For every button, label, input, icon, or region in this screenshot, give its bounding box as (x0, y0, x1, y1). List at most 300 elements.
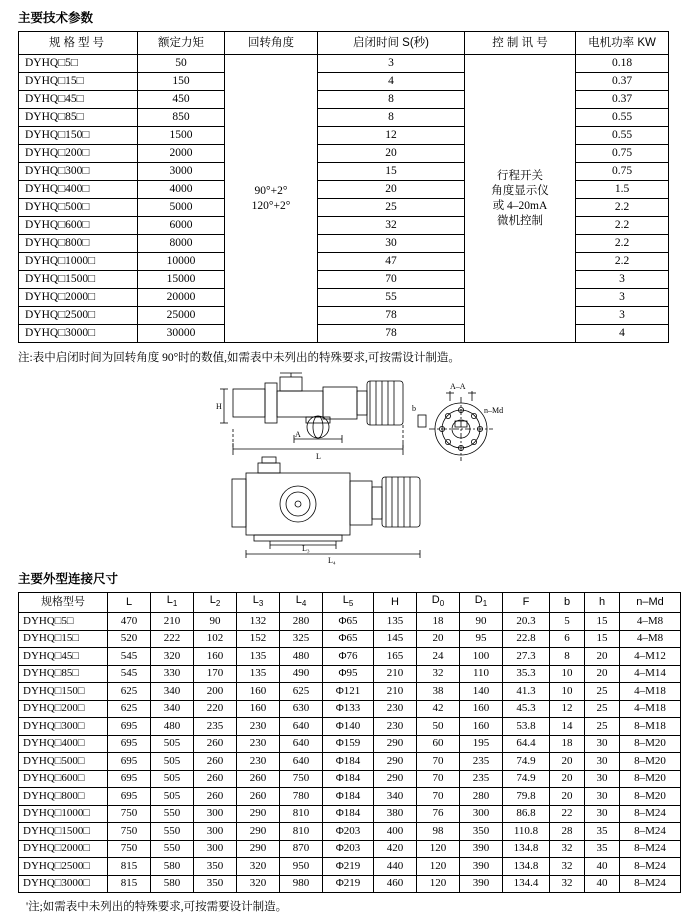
cell-L: 625 (108, 700, 151, 718)
cell-L4: 325 (280, 630, 323, 648)
cell-L4: 980 (280, 875, 323, 893)
signal-line-3: 或 4–20mA (492, 199, 548, 212)
cell-n-Md: 8–M18 (620, 718, 681, 736)
cell-n-Md: 4–M12 (620, 648, 681, 666)
cell-L: 545 (108, 648, 151, 666)
cell-model: DYHQ□5□ (19, 613, 108, 631)
cell-time: 30 (318, 235, 465, 253)
cell-b: 10 (550, 665, 585, 683)
label-L3: L₃ (302, 544, 310, 553)
cell-L: 470 (108, 613, 151, 631)
cell-n-Md: 8–M20 (620, 770, 681, 788)
cell-F: 134.8 (503, 858, 550, 876)
cell-L3: 290 (237, 823, 280, 841)
cell-n-Md: 4–M18 (620, 683, 681, 701)
cell-power: 0.75 (576, 145, 669, 163)
cell-b: 8 (550, 648, 585, 666)
cell-L2: 300 (194, 840, 237, 858)
cell-L5: Φ184 (323, 788, 374, 806)
cell-model: DYHQ□800□ (19, 235, 138, 253)
cell-L: 750 (108, 805, 151, 823)
cell-F: 74.9 (503, 770, 550, 788)
cell-L1: 550 (151, 805, 194, 823)
cell-time: 4 (318, 73, 465, 91)
cell-power: 2.2 (576, 217, 669, 235)
cell-L1: 222 (151, 630, 194, 648)
cell-n-Md: 8–M20 (620, 753, 681, 771)
header-h: h (585, 593, 620, 613)
cell-torque: 8000 (138, 235, 225, 253)
cell-L5: Φ219 (323, 875, 374, 893)
cell-L1: 480 (151, 718, 194, 736)
cell-time: 3 (318, 55, 465, 73)
cell-H: 210 (374, 665, 417, 683)
table-row (19, 630, 681, 648)
cell-time: 70 (318, 271, 465, 289)
cell-b: 12 (550, 700, 585, 718)
cell-L3: 320 (237, 858, 280, 876)
cell-L2: 90 (194, 613, 237, 631)
cell-L1: 550 (151, 840, 194, 858)
cell-time: 20 (318, 181, 465, 199)
cell-H: 380 (374, 805, 417, 823)
cell-D1: 390 (460, 840, 503, 858)
cell-b: 20 (550, 753, 585, 771)
table-row (19, 753, 681, 771)
cell-L1: 210 (151, 613, 194, 631)
cell-torque: 25000 (138, 307, 225, 325)
cell-torque: 50 (138, 55, 225, 73)
cell-H: 210 (374, 683, 417, 701)
cell-D1: 350 (460, 823, 503, 841)
cell-L1: 580 (151, 858, 194, 876)
cell-model: DYHQ□2000□ (19, 840, 108, 858)
cell-H: 230 (374, 700, 417, 718)
cell-h: 40 (585, 875, 620, 893)
cell-model: DYHQ□45□ (19, 648, 108, 666)
cell-h: 30 (585, 770, 620, 788)
cell-D1: 160 (460, 700, 503, 718)
cell-L: 695 (108, 770, 151, 788)
cell-L3: 230 (237, 718, 280, 736)
cell-L2: 160 (194, 648, 237, 666)
cell-L: 695 (108, 788, 151, 806)
cell-D0: 18 (417, 613, 460, 631)
table-row (19, 55, 669, 73)
cell-model: DYHQ□150□ (19, 127, 138, 145)
cell-L3: 260 (237, 788, 280, 806)
table-row (19, 683, 681, 701)
cell-n-Md: 8–M20 (620, 735, 681, 753)
cell-model: DYHQ□400□ (19, 735, 108, 753)
cell-F: 134.4 (503, 875, 550, 893)
table-row (19, 788, 681, 806)
cell-F: 110.8 (503, 823, 550, 841)
note-dimensions: '注;如需表中未列出的特殊要求,可按需要设计制造。 (26, 901, 288, 913)
cell-model: DYHQ□1500□ (19, 271, 138, 289)
cell-F: 53.8 (503, 718, 550, 736)
table-row (19, 700, 681, 718)
cell-h: 35 (585, 840, 620, 858)
cell-power: 0.75 (576, 163, 669, 181)
cell-model: DYHQ□2500□ (19, 307, 138, 325)
cell-D1: 110 (460, 665, 503, 683)
cell-L3: 132 (237, 613, 280, 631)
cell-h: 35 (585, 823, 620, 841)
cell-h: 30 (585, 753, 620, 771)
cell-D0: 120 (417, 875, 460, 893)
table-row (19, 735, 681, 753)
cell-model: DYHQ□500□ (19, 753, 108, 771)
cell-torque: 1500 (138, 127, 225, 145)
header-n-Md: n–Md (620, 593, 681, 613)
cell-L4: 640 (280, 718, 323, 736)
cell-F: 64.4 (503, 735, 550, 753)
cell-L4: 280 (280, 613, 323, 631)
header-L4: $L_4$ (280, 593, 323, 613)
cell-model: DYHQ□2500□ (19, 858, 108, 876)
cell-power: 2.2 (576, 235, 669, 253)
cell-L5: Φ76 (323, 648, 374, 666)
cell-L5: Φ121 (323, 683, 374, 701)
cell-L4: 810 (280, 823, 323, 841)
cell-F: 22.8 (503, 630, 550, 648)
cell-F: 79.8 (503, 788, 550, 806)
table-row (19, 613, 681, 631)
cell-L4: 810 (280, 805, 323, 823)
dimensions-table-body (19, 613, 681, 893)
signal-line-1: 行程开关 (497, 169, 543, 182)
cell-model: DYHQ□300□ (19, 718, 108, 736)
cell-L: 695 (108, 735, 151, 753)
label-AA: A–A (450, 382, 466, 391)
cell-H: 440 (374, 858, 417, 876)
cell-F: 35.3 (503, 665, 550, 683)
cell-L5: Φ65 (323, 613, 374, 631)
label-n-Md: n–Md (484, 406, 504, 415)
cell-F: 134.8 (503, 840, 550, 858)
cell-model: DYHQ□45□ (19, 91, 138, 109)
header-L5: $L_5$ (323, 593, 374, 613)
label-L: L (316, 452, 321, 461)
table-row (19, 770, 681, 788)
product-drawing (18, 369, 662, 565)
cell-b: 14 (550, 718, 585, 736)
technical-parameters-table (18, 31, 669, 343)
cell-time: 78 (318, 325, 465, 343)
cell-b: 18 (550, 735, 585, 753)
table-row (19, 840, 681, 858)
label-b: b (412, 404, 416, 413)
cell-torque: 450 (138, 91, 225, 109)
header-model: 规格型号 (19, 593, 108, 613)
cell-L4: 625 (280, 683, 323, 701)
cell-power: 3 (576, 271, 669, 289)
cell-L5: Φ65 (323, 630, 374, 648)
cell-b: 32 (550, 875, 585, 893)
cell-L3: 160 (237, 700, 280, 718)
cell-L: 815 (108, 858, 151, 876)
cell-L1: 580 (151, 875, 194, 893)
cell-L4: 870 (280, 840, 323, 858)
cell-model: DYHQ□1500□ (19, 823, 108, 841)
cell-model: DYHQ□3000□ (19, 875, 108, 893)
cell-D1: 235 (460, 753, 503, 771)
cell-L2: 200 (194, 683, 237, 701)
note-technical-params: 注:表中启闭时间为回转角度 90°时的数值,如需表中未列出的特殊要求,可按需设计制造。 (18, 352, 460, 364)
table-header-row (19, 593, 681, 613)
cell-torque: 20000 (138, 289, 225, 307)
cell-F: 86.8 (503, 805, 550, 823)
table-header-row (19, 32, 669, 55)
cell-model: DYHQ□600□ (19, 217, 138, 235)
cell-power: 2.2 (576, 199, 669, 217)
cell-time: 47 (318, 253, 465, 271)
cell-h: 25 (585, 718, 620, 736)
cell-torque: 15000 (138, 271, 225, 289)
cell-L1: 550 (151, 823, 194, 841)
cell-h: 15 (585, 613, 620, 631)
cell-b: 10 (550, 683, 585, 701)
cell-D0: 60 (417, 735, 460, 753)
cell-L1: 340 (151, 683, 194, 701)
cell-L1: 505 (151, 788, 194, 806)
cell-H: 340 (374, 788, 417, 806)
cell-L5: Φ203 (323, 840, 374, 858)
cell-power: 0.37 (576, 91, 669, 109)
header-motor-power: 电机功率 KW (576, 32, 669, 55)
label-L4: L₄ (328, 556, 336, 565)
cell-h: 30 (585, 735, 620, 753)
label-A: A (295, 430, 301, 439)
cell-model: DYHQ□1000□ (19, 253, 138, 271)
cell-time: 12 (318, 127, 465, 145)
cell-model: DYHQ□300□ (19, 163, 138, 181)
cell-torque: 5000 (138, 199, 225, 217)
header-L2: $L_2$ (194, 593, 237, 613)
cell-L: 520 (108, 630, 151, 648)
cell-L5: Φ95 (323, 665, 374, 683)
cell-D1: 235 (460, 770, 503, 788)
cell-H: 290 (374, 735, 417, 753)
cell-L5: Φ159 (323, 735, 374, 753)
cell-h: 25 (585, 683, 620, 701)
cell-L3: 152 (237, 630, 280, 648)
table-row (19, 648, 681, 666)
cell-model: DYHQ□800□ (19, 788, 108, 806)
cell-model: DYHQ□15□ (19, 73, 138, 91)
cell-L4: 640 (280, 735, 323, 753)
cell-b: 6 (550, 630, 585, 648)
cell-L2: 260 (194, 735, 237, 753)
cell-rotation-angle (225, 55, 318, 343)
cell-torque: 850 (138, 109, 225, 127)
cell-model: DYHQ□1000□ (19, 805, 108, 823)
cell-time: 8 (318, 91, 465, 109)
cell-power: 2.2 (576, 253, 669, 271)
cell-L4: 490 (280, 665, 323, 683)
cell-n-Md: 4–M8 (620, 630, 681, 648)
cell-b: 20 (550, 770, 585, 788)
cell-model: DYHQ□3000□ (19, 325, 138, 343)
table-row (19, 665, 681, 683)
cell-power: 1.5 (576, 181, 669, 199)
signal-line-2: 角度显示仪 (491, 184, 549, 197)
dimensions-table (18, 592, 681, 893)
cell-H: 420 (374, 840, 417, 858)
cell-h: 15 (585, 630, 620, 648)
label-H: H (216, 402, 222, 411)
cell-time: 78 (318, 307, 465, 325)
header-H: H (374, 593, 417, 613)
cell-b: 32 (550, 858, 585, 876)
cell-L4: 780 (280, 788, 323, 806)
cell-L4: 630 (280, 700, 323, 718)
cell-L1: 505 (151, 753, 194, 771)
cell-L: 750 (108, 840, 151, 858)
cell-L4: 640 (280, 753, 323, 771)
header-rotation-angle: 回转角度 (225, 32, 318, 55)
cell-L1: 505 (151, 770, 194, 788)
cell-H: 290 (374, 753, 417, 771)
cell-b: 20 (550, 788, 585, 806)
cell-power: 4 (576, 325, 669, 343)
cell-L3: 160 (237, 683, 280, 701)
header-b: b (550, 593, 585, 613)
cell-D1: 300 (460, 805, 503, 823)
cell-power: 0.55 (576, 127, 669, 145)
cell-L2: 235 (194, 718, 237, 736)
cell-L2: 260 (194, 770, 237, 788)
cell-D0: 20 (417, 630, 460, 648)
cell-H: 230 (374, 718, 417, 736)
cell-model: DYHQ□85□ (19, 665, 108, 683)
cell-model: DYHQ□200□ (19, 700, 108, 718)
cell-D0: 32 (417, 665, 460, 683)
cell-n-Md: 4–M18 (620, 700, 681, 718)
cell-H: 135 (374, 613, 417, 631)
cell-F: 45.3 (503, 700, 550, 718)
cell-h: 30 (585, 788, 620, 806)
cell-h: 20 (585, 665, 620, 683)
cell-power: 3 (576, 307, 669, 325)
header-L: L (108, 593, 151, 613)
header-D0: $D_0$ (417, 593, 460, 613)
cell-time: 32 (318, 217, 465, 235)
cell-n-Md: 8–M24 (620, 875, 681, 893)
cell-L: 750 (108, 823, 151, 841)
section-title-tech-params: 主要技术参数 (18, 11, 94, 25)
cell-b: 32 (550, 840, 585, 858)
header-model: 规格型号 (19, 32, 138, 55)
cell-L2: 350 (194, 858, 237, 876)
table-row (19, 858, 681, 876)
cell-H: 165 (374, 648, 417, 666)
cell-F: 27.3 (503, 648, 550, 666)
cell-model: DYHQ□2000□ (19, 289, 138, 307)
signal-line-4: 微机控制 (497, 214, 543, 227)
table-row (19, 823, 681, 841)
cell-time: 25 (318, 199, 465, 217)
section-title-dimensions: 主要外型连接尺寸 (18, 572, 119, 586)
cell-L5: Φ184 (323, 805, 374, 823)
cell-n-Md: 4–M14 (620, 665, 681, 683)
cell-torque: 6000 (138, 217, 225, 235)
table-row (19, 805, 681, 823)
cell-power: 0.55 (576, 109, 669, 127)
cell-L5: Φ184 (323, 753, 374, 771)
cell-H: 145 (374, 630, 417, 648)
cell-L1: 320 (151, 648, 194, 666)
cell-D0: 76 (417, 805, 460, 823)
cell-D1: 280 (460, 788, 503, 806)
cell-L2: 102 (194, 630, 237, 648)
cell-D0: 38 (417, 683, 460, 701)
cell-control-signal (465, 55, 576, 343)
cell-H: 460 (374, 875, 417, 893)
cell-n-Md: 8–M24 (620, 805, 681, 823)
cell-L4: 750 (280, 770, 323, 788)
cell-D0: 24 (417, 648, 460, 666)
cell-L3: 290 (237, 840, 280, 858)
table-row (19, 875, 681, 893)
cell-L5: Φ184 (323, 770, 374, 788)
cell-n-Md: 4–M8 (620, 613, 681, 631)
cell-D0: 70 (417, 788, 460, 806)
cell-L2: 260 (194, 753, 237, 771)
cell-time: 8 (318, 109, 465, 127)
cell-model: DYHQ□200□ (19, 145, 138, 163)
cell-model: DYHQ□15□ (19, 630, 108, 648)
cell-L2: 220 (194, 700, 237, 718)
cell-model: DYHQ□85□ (19, 109, 138, 127)
cell-L: 815 (108, 875, 151, 893)
cell-L3: 290 (237, 805, 280, 823)
cell-n-Md: 8–M24 (620, 823, 681, 841)
cell-D0: 70 (417, 753, 460, 771)
cell-D1: 390 (460, 875, 503, 893)
cell-F: 74.9 (503, 753, 550, 771)
cell-time: 20 (318, 145, 465, 163)
cell-torque: 3000 (138, 163, 225, 181)
drawing-svg (18, 369, 662, 565)
header-L3: $L_3$ (237, 593, 280, 613)
cell-L: 695 (108, 753, 151, 771)
document-page (0, 8, 680, 913)
cell-model: DYHQ□600□ (19, 770, 108, 788)
cell-torque: 2000 (138, 145, 225, 163)
cell-D0: 98 (417, 823, 460, 841)
cell-L3: 260 (237, 770, 280, 788)
angle-value-2: 120°+2° (251, 199, 291, 212)
cell-power: 3 (576, 289, 669, 307)
angle-value-1: 90°+2° (254, 184, 288, 197)
cell-n-Md: 8–M20 (620, 788, 681, 806)
cell-power: 0.18 (576, 55, 669, 73)
cell-model: DYHQ□500□ (19, 199, 138, 217)
cell-torque: 10000 (138, 253, 225, 271)
cell-L2: 260 (194, 788, 237, 806)
cell-torque: 30000 (138, 325, 225, 343)
cell-H: 400 (374, 823, 417, 841)
cell-time: 15 (318, 163, 465, 181)
cell-L1: 330 (151, 665, 194, 683)
cell-model: DYHQ□5□ (19, 55, 138, 73)
cell-time: 55 (318, 289, 465, 307)
cell-n-Md: 8–M24 (620, 858, 681, 876)
cell-h: 30 (585, 805, 620, 823)
cell-power: 0.37 (576, 73, 669, 91)
